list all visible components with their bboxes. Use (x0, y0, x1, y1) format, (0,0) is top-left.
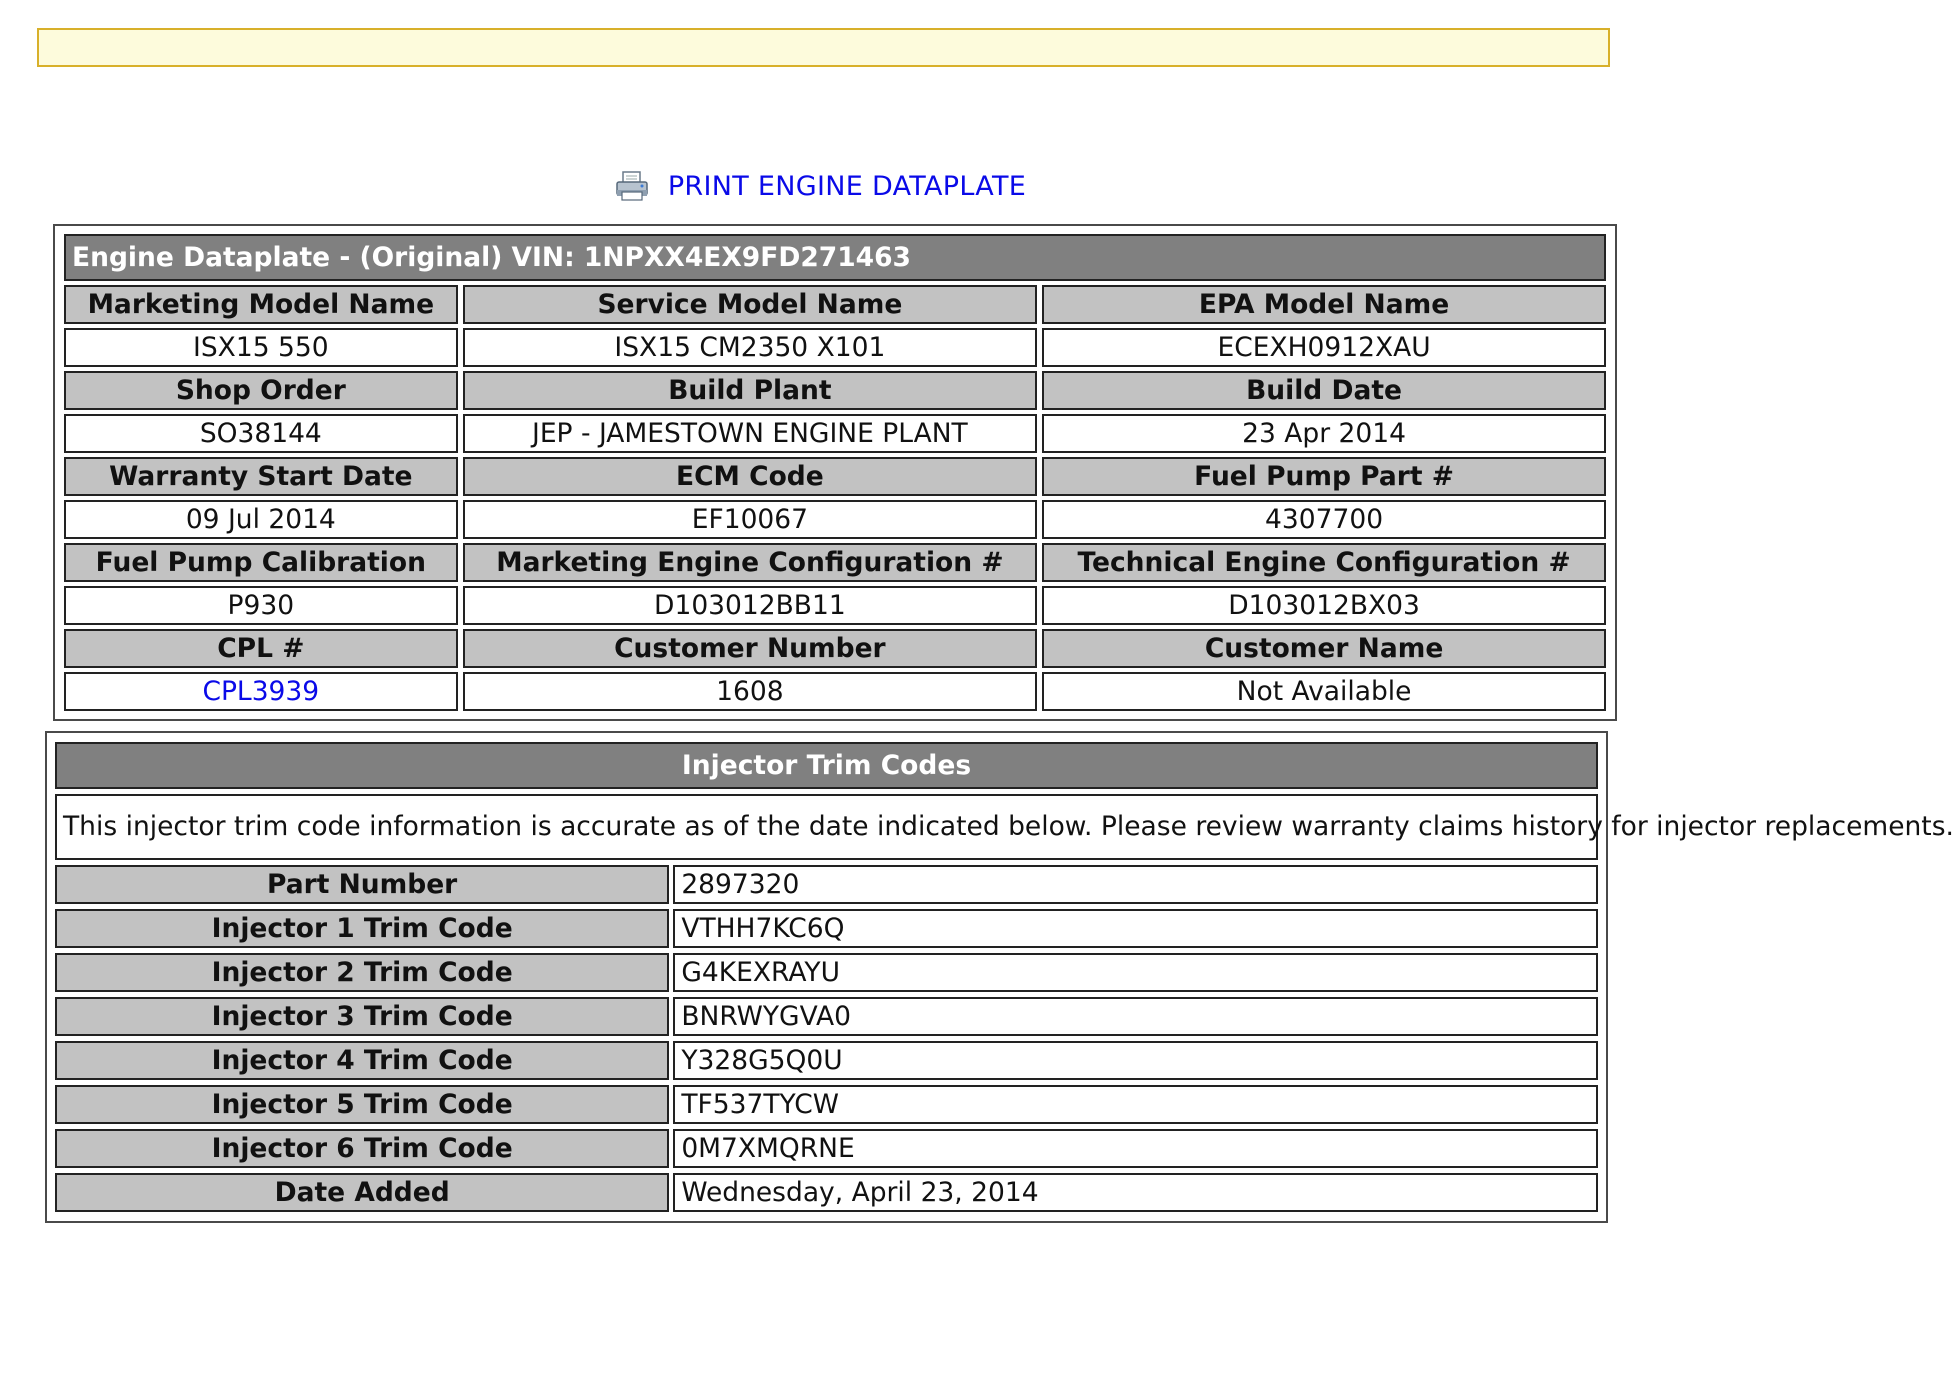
header-cell: Technical Engine Configuration # (1042, 543, 1606, 582)
print-engine-dataplate-link[interactable]: PRINT ENGINE DATAPLATE (667, 170, 1027, 202)
value-cell: 23 Apr 2014 (1042, 414, 1606, 453)
row-value: Y328G5Q0U (673, 1041, 1598, 1080)
header-cell: Customer Number (463, 629, 1038, 668)
row-label: Date Added (55, 1173, 669, 1212)
injector-note: This injector trim code information is accurate as of the date indicated below. Please review warranty claims history for injector replacements. (55, 794, 1598, 860)
dataplate-value-row (64, 500, 1606, 539)
header-cell: Warranty Start Date (64, 457, 458, 496)
table-row (55, 953, 1598, 992)
row-label: Injector 4 Trim Code (55, 1041, 669, 1080)
header-cell: Build Date (1042, 371, 1606, 410)
row-value: 2897320 (673, 865, 1598, 904)
row-label: Injector 3 Trim Code (55, 997, 669, 1036)
dataplate-value-row (64, 328, 1606, 367)
row-label: Injector 6 Trim Code (55, 1129, 669, 1168)
dataplate-header-row (64, 457, 1606, 496)
header-cell: Marketing Engine Configuration # (463, 543, 1038, 582)
table-row (55, 1173, 1598, 1212)
dataplate-header-row (64, 629, 1606, 668)
cpl-cell (64, 672, 458, 711)
value-cell: 4307700 (1042, 500, 1606, 539)
value-cell: 1608 (463, 672, 1038, 711)
header-cell: ECM Code (463, 457, 1038, 496)
value-cell: Not Available (1042, 672, 1606, 711)
header-cell: Fuel Pump Calibration (64, 543, 458, 582)
injector-title: Injector Trim Codes (55, 742, 1598, 789)
header-cell: EPA Model Name (1042, 285, 1606, 324)
table-row (55, 1041, 1598, 1080)
printer-icon[interactable] (614, 170, 650, 202)
value-cell: P930 (64, 586, 458, 625)
value-cell: ISX15 550 (64, 328, 458, 367)
engine-dataplate-table (53, 224, 1617, 721)
header-cell: Fuel Pump Part # (1042, 457, 1606, 496)
value-cell: ECEXH0912XAU (1042, 328, 1606, 367)
cpl-link[interactable]: CPL3939 (202, 676, 320, 707)
table-row (55, 909, 1598, 948)
dataplate-header-row (64, 371, 1606, 410)
value-cell: JEP - JAMESTOWN ENGINE PLANT (463, 414, 1038, 453)
table-row (55, 997, 1598, 1036)
value-cell: D103012BX03 (1042, 586, 1606, 625)
notice-bar (37, 28, 1610, 67)
table-row (55, 865, 1598, 904)
row-value: Wednesday, April 23, 2014 (673, 1173, 1598, 1212)
value-cell: EF10067 (463, 500, 1038, 539)
row-label: Part Number (55, 865, 669, 904)
value-cell: D103012BB11 (463, 586, 1038, 625)
dataplate-value-row (64, 586, 1606, 625)
print-link-row (0, 164, 1640, 208)
header-cell: Build Plant (463, 371, 1038, 410)
row-label: Injector 2 Trim Code (55, 953, 669, 992)
row-value: BNRWYGVA0 (673, 997, 1598, 1036)
row-label: Injector 5 Trim Code (55, 1085, 669, 1124)
dataplate-header-row (64, 285, 1606, 324)
header-cell: Marketing Model Name (64, 285, 458, 324)
row-label: Injector 1 Trim Code (55, 909, 669, 948)
header-cell: Customer Name (1042, 629, 1606, 668)
table-row (55, 1129, 1598, 1168)
dataplate-value-row (64, 672, 1606, 711)
dataplate-title: Engine Dataplate - (Original) VIN: 1NPXX4EX9FD271463 (64, 234, 1606, 281)
row-value: VTHH7KC6Q (673, 909, 1598, 948)
value-cell: 09 Jul 2014 (64, 500, 458, 539)
row-value: TF537TYCW (673, 1085, 1598, 1124)
dataplate-header-row (64, 543, 1606, 582)
value-cell: ISX15 CM2350 X101 (463, 328, 1038, 367)
row-value: G4KEXRAYU (673, 953, 1598, 992)
table-row (55, 1085, 1598, 1124)
header-cell: Shop Order (64, 371, 458, 410)
dataplate-value-row (64, 414, 1606, 453)
header-cell: Service Model Name (463, 285, 1038, 324)
injector-trim-codes-table (45, 731, 1954, 1223)
header-cell: CPL # (64, 629, 458, 668)
value-cell: SO38144 (64, 414, 458, 453)
row-value: 0M7XMQRNE (673, 1129, 1598, 1168)
